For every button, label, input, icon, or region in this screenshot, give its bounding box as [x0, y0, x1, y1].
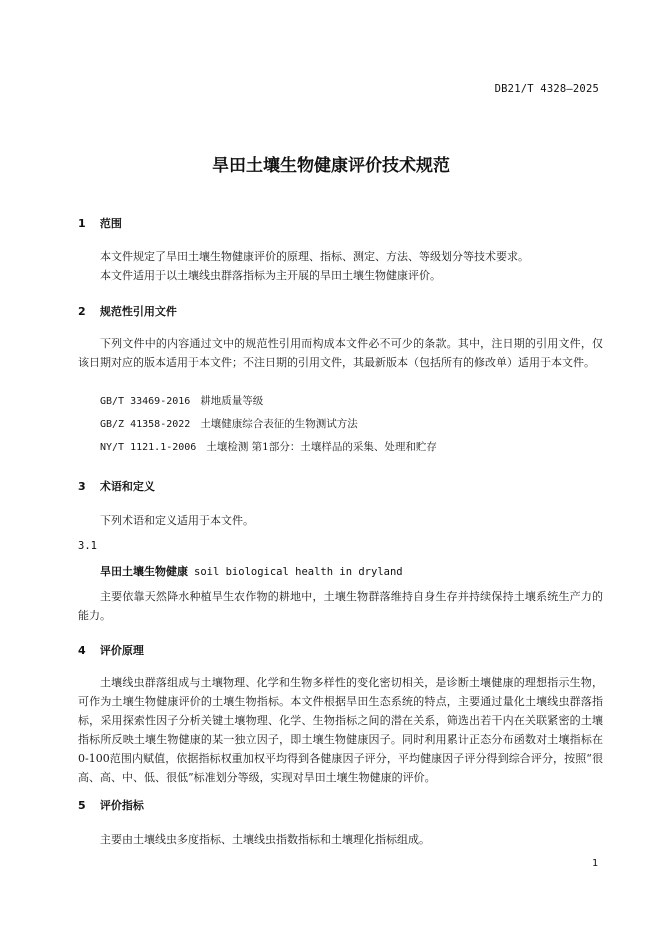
section-5-number: 5 — [78, 799, 86, 812]
section-4-paragraph: 土壤线虫群落组成与土壤物理、化学和生物多样性的变化密切相关，是诊断土壤健康的理想指示生物，可作为土壤生物健康评价的土壤生物指标。本文件根据旱田生态系统的特点，主要通过量化土壤线虫群落指标，采用探索性因子分析关键土壤物理、化学、生物指标之间的潜在关系，筛选出若干内在关联紧密的土壤指标所反映土壤生物健康的某一独立因子，即土壤生物健康因子。同时利用累计正态分布函数对土壤指标在0-100范围内赋值，依据指标权重加权平均得到各健康因子评分，平均健康因子评分得到综合评分，按照“很高、高、中、低、很低”标准划分等级，实现对旱田土壤生物健康的评价。 — [78, 676, 603, 784]
section-3-title: 术语和定义 — [99, 480, 155, 493]
term-english: soil biological health in dryland — [194, 566, 403, 578]
reference-item — [100, 439, 437, 454]
reference-name: 土壤健康综合表征的生物测试方法 — [200, 418, 358, 430]
page-number: 1 — [591, 858, 598, 869]
section-2-number: 2 — [78, 305, 86, 318]
section-3-heading — [78, 478, 155, 494]
section-5-heading — [78, 797, 144, 813]
section-1-line-1: 本文件规定了旱田土壤生物健康评价的原理、指标、测定、方法、等级划分等技术要求。 — [100, 250, 529, 263]
section-5-title: 评价指标 — [99, 799, 144, 812]
section-2-paragraph: 下列文件中的内容通过文中的规范性引用而构成本文件必不可少的条款。其中，注日期的引用文件，仅该日期对应的版本适用于本文件；不注日期的引用文件，其最新版本（包括所有的修改单）适用于本文件。 — [78, 337, 603, 369]
term-definition: 主要依靠天然降水种植旱生农作物的耕地中，土壤生物群落维持自身生存并持续保持土壤系统生产力的能力。 — [78, 590, 603, 622]
section-4-heading — [78, 642, 144, 658]
section-1-number: 1 — [78, 217, 86, 230]
reference-code: GB/T 33469-2016 — [100, 396, 191, 407]
term-entry — [100, 563, 403, 579]
section-2-title: 规范性引用文件 — [99, 305, 177, 318]
section-1-line-2: 本文件适用于以土壤线虫群落指标为主开展的旱田土壤生物健康评价。 — [100, 269, 441, 282]
term-chinese: 旱田土壤生物健康 — [100, 565, 188, 578]
section-2-heading — [78, 303, 177, 319]
section-5-paragraph: 主要由土壤线虫多度指标、土壤线虫指数指标和土壤理化指标组成。 — [100, 833, 430, 846]
clause-number: 3.1 — [78, 540, 97, 552]
section-4-number: 4 — [78, 644, 86, 657]
reference-item — [100, 416, 358, 431]
reference-code: NY/T 1121.1-2006 — [100, 442, 197, 453]
reference-name: 耕地质量等级 — [200, 395, 264, 407]
standard-code: DB21/T 4328—2025 — [494, 83, 599, 95]
section-1-heading — [78, 215, 122, 231]
document-title: 旱田土壤生物健康评价技术规范 — [212, 156, 450, 176]
reference-name: 土壤检测 第1部分：土壤样品的采集、处理和贮存 — [206, 441, 437, 453]
reference-code: GB/Z 41358-2022 — [100, 419, 191, 430]
reference-item — [100, 393, 263, 408]
section-3-intro: 下列术语和定义适用于本文件。 — [100, 514, 254, 527]
section-4-title: 评价原理 — [99, 644, 144, 657]
section-1-title: 范围 — [99, 217, 122, 230]
section-3-number: 3 — [78, 480, 86, 493]
